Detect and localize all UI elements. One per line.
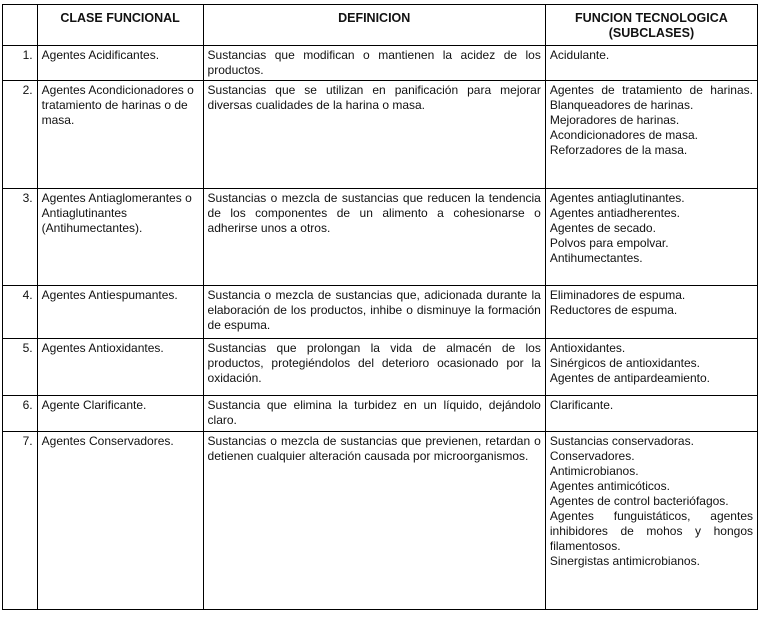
row-definicion: Sustancias que se utilizan en panificación para mejorar diversas cualidades de la harina o masa.: [203, 81, 545, 189]
row-number: 7.: [3, 432, 38, 610]
subclase-item: Clarificante.: [549, 398, 614, 412]
table-row: [3, 432, 758, 610]
clase-funcional-table: [2, 4, 758, 610]
row-number: 6.: [3, 396, 38, 432]
subclase-item: Conservadores.: [549, 449, 635, 463]
subclase-item: Agentes de antipardeamiento.: [549, 371, 710, 385]
subclase-item: Agentes de secado.: [549, 221, 656, 235]
row-definicion: Sustancias que prolongan la vida de almacén de los productos, protegiéndolos del deterioro ocasionado por la oxidación.: [203, 339, 545, 396]
row-funcion-tecnologica: [545, 81, 757, 189]
subclase-item: Agentes de tratamiento de harinas.: [549, 83, 753, 97]
table-row: [3, 46, 758, 81]
subclase-item: Polvos para empolvar.: [549, 236, 669, 250]
table-row: [3, 286, 758, 339]
table-row: [3, 81, 758, 189]
header-funcion-tecnologica: [545, 5, 757, 46]
row-clase-funcional: Agentes Antioxidantes.: [37, 339, 203, 396]
row-number: 1.: [3, 46, 38, 81]
row-definicion: Sustancia que elimina la turbidez en un líquido, dejándolo claro.: [203, 396, 545, 432]
row-clase-funcional: Agentes Conservadores.: [37, 432, 203, 610]
header-funcion-line2: (SUBCLASES): [608, 26, 695, 40]
row-funcion-tecnologica: [545, 396, 757, 432]
subclase-item: Antihumectantes.: [549, 251, 643, 265]
subclase-item: Acidulante.: [549, 48, 610, 62]
subclase-item: Agentes antiaglutinantes.: [549, 191, 685, 205]
row-definicion: Sustancia o mezcla de sustancias que, adicionada durante la elaboración de los productos, inhibe o disminuye la formación de espuma.: [203, 286, 545, 339]
table-row: [3, 339, 758, 396]
row-clase-funcional: Agentes Acidificantes.: [37, 46, 203, 81]
row-number: 3.: [3, 189, 38, 286]
subclase-item: Blanqueadores de harinas.: [549, 98, 694, 112]
row-clase-funcional: Agentes Antiaglomerantes o Antiaglutinantes (Antihumectantes).: [37, 189, 203, 286]
row-definicion: Sustancias que modifican o mantienen la acidez de los productos.: [203, 46, 545, 81]
subclase-item: Antimicrobianos.: [549, 464, 639, 478]
subclase-item: Reductores de espuma.: [549, 303, 678, 317]
header-clase-funcional: CLASE FUNCIONAL: [37, 5, 203, 46]
subclase-item: Agentes antimicóticos.: [549, 479, 670, 493]
row-clase-funcional: Agentes Antiespumantes.: [37, 286, 203, 339]
header-definicion: DEFINICION: [203, 5, 545, 46]
subclase-item: Acondicionadores de masa.: [549, 128, 698, 142]
row-funcion-tecnologica: [545, 432, 757, 610]
row-definicion: Sustancias o mezcla de sustancias que previenen, retardan o detienen cualquier alteración causada por microorganismos.: [203, 432, 545, 610]
header-numero: [3, 5, 38, 46]
subclase-item: Reforzadores de la masa.: [549, 143, 688, 157]
subclase-item: Agentes funguistáticos, agentes inhibidores de mohos y hongos filamentosos.: [549, 509, 753, 553]
row-funcion-tecnologica: [545, 189, 757, 286]
header-funcion-line1: FUNCION TECNOLOGICA: [575, 11, 728, 25]
subclase-item: Sustancias conservadoras.: [549, 434, 694, 448]
row-number: 5.: [3, 339, 38, 396]
row-clase-funcional: Agentes Acondicionadores o tratamiento de harinas o de masa.: [37, 81, 203, 189]
row-number: 4.: [3, 286, 38, 339]
row-funcion-tecnologica: [545, 286, 757, 339]
subclase-item: Sinergistas antimicrobianos.: [549, 554, 700, 568]
table-row: [3, 189, 758, 286]
header-row: [3, 5, 758, 46]
row-funcion-tecnologica: [545, 339, 757, 396]
subclase-item: Eliminadores de espuma.: [549, 288, 686, 302]
subclase-item: Antioxidantes.: [549, 341, 626, 355]
row-clase-funcional: Agente Clarificante.: [37, 396, 203, 432]
subclase-item: Agentes antiadherentes.: [549, 206, 680, 220]
row-definicion: Sustancias o mezcla de sustancias que reducen la tendencia de los componentes de un alimento a cohesionarse o adherirse unos a otros.: [203, 189, 545, 286]
subclase-item: Mejoradores de harinas.: [549, 113, 680, 127]
row-funcion-tecnologica: [545, 46, 757, 81]
table-row: [3, 396, 758, 432]
subclase-item: Agentes de control bacteriófagos.: [549, 494, 729, 508]
subclase-item: Sinérgicos de antioxidantes.: [549, 356, 700, 370]
row-number: 2.: [3, 81, 38, 189]
